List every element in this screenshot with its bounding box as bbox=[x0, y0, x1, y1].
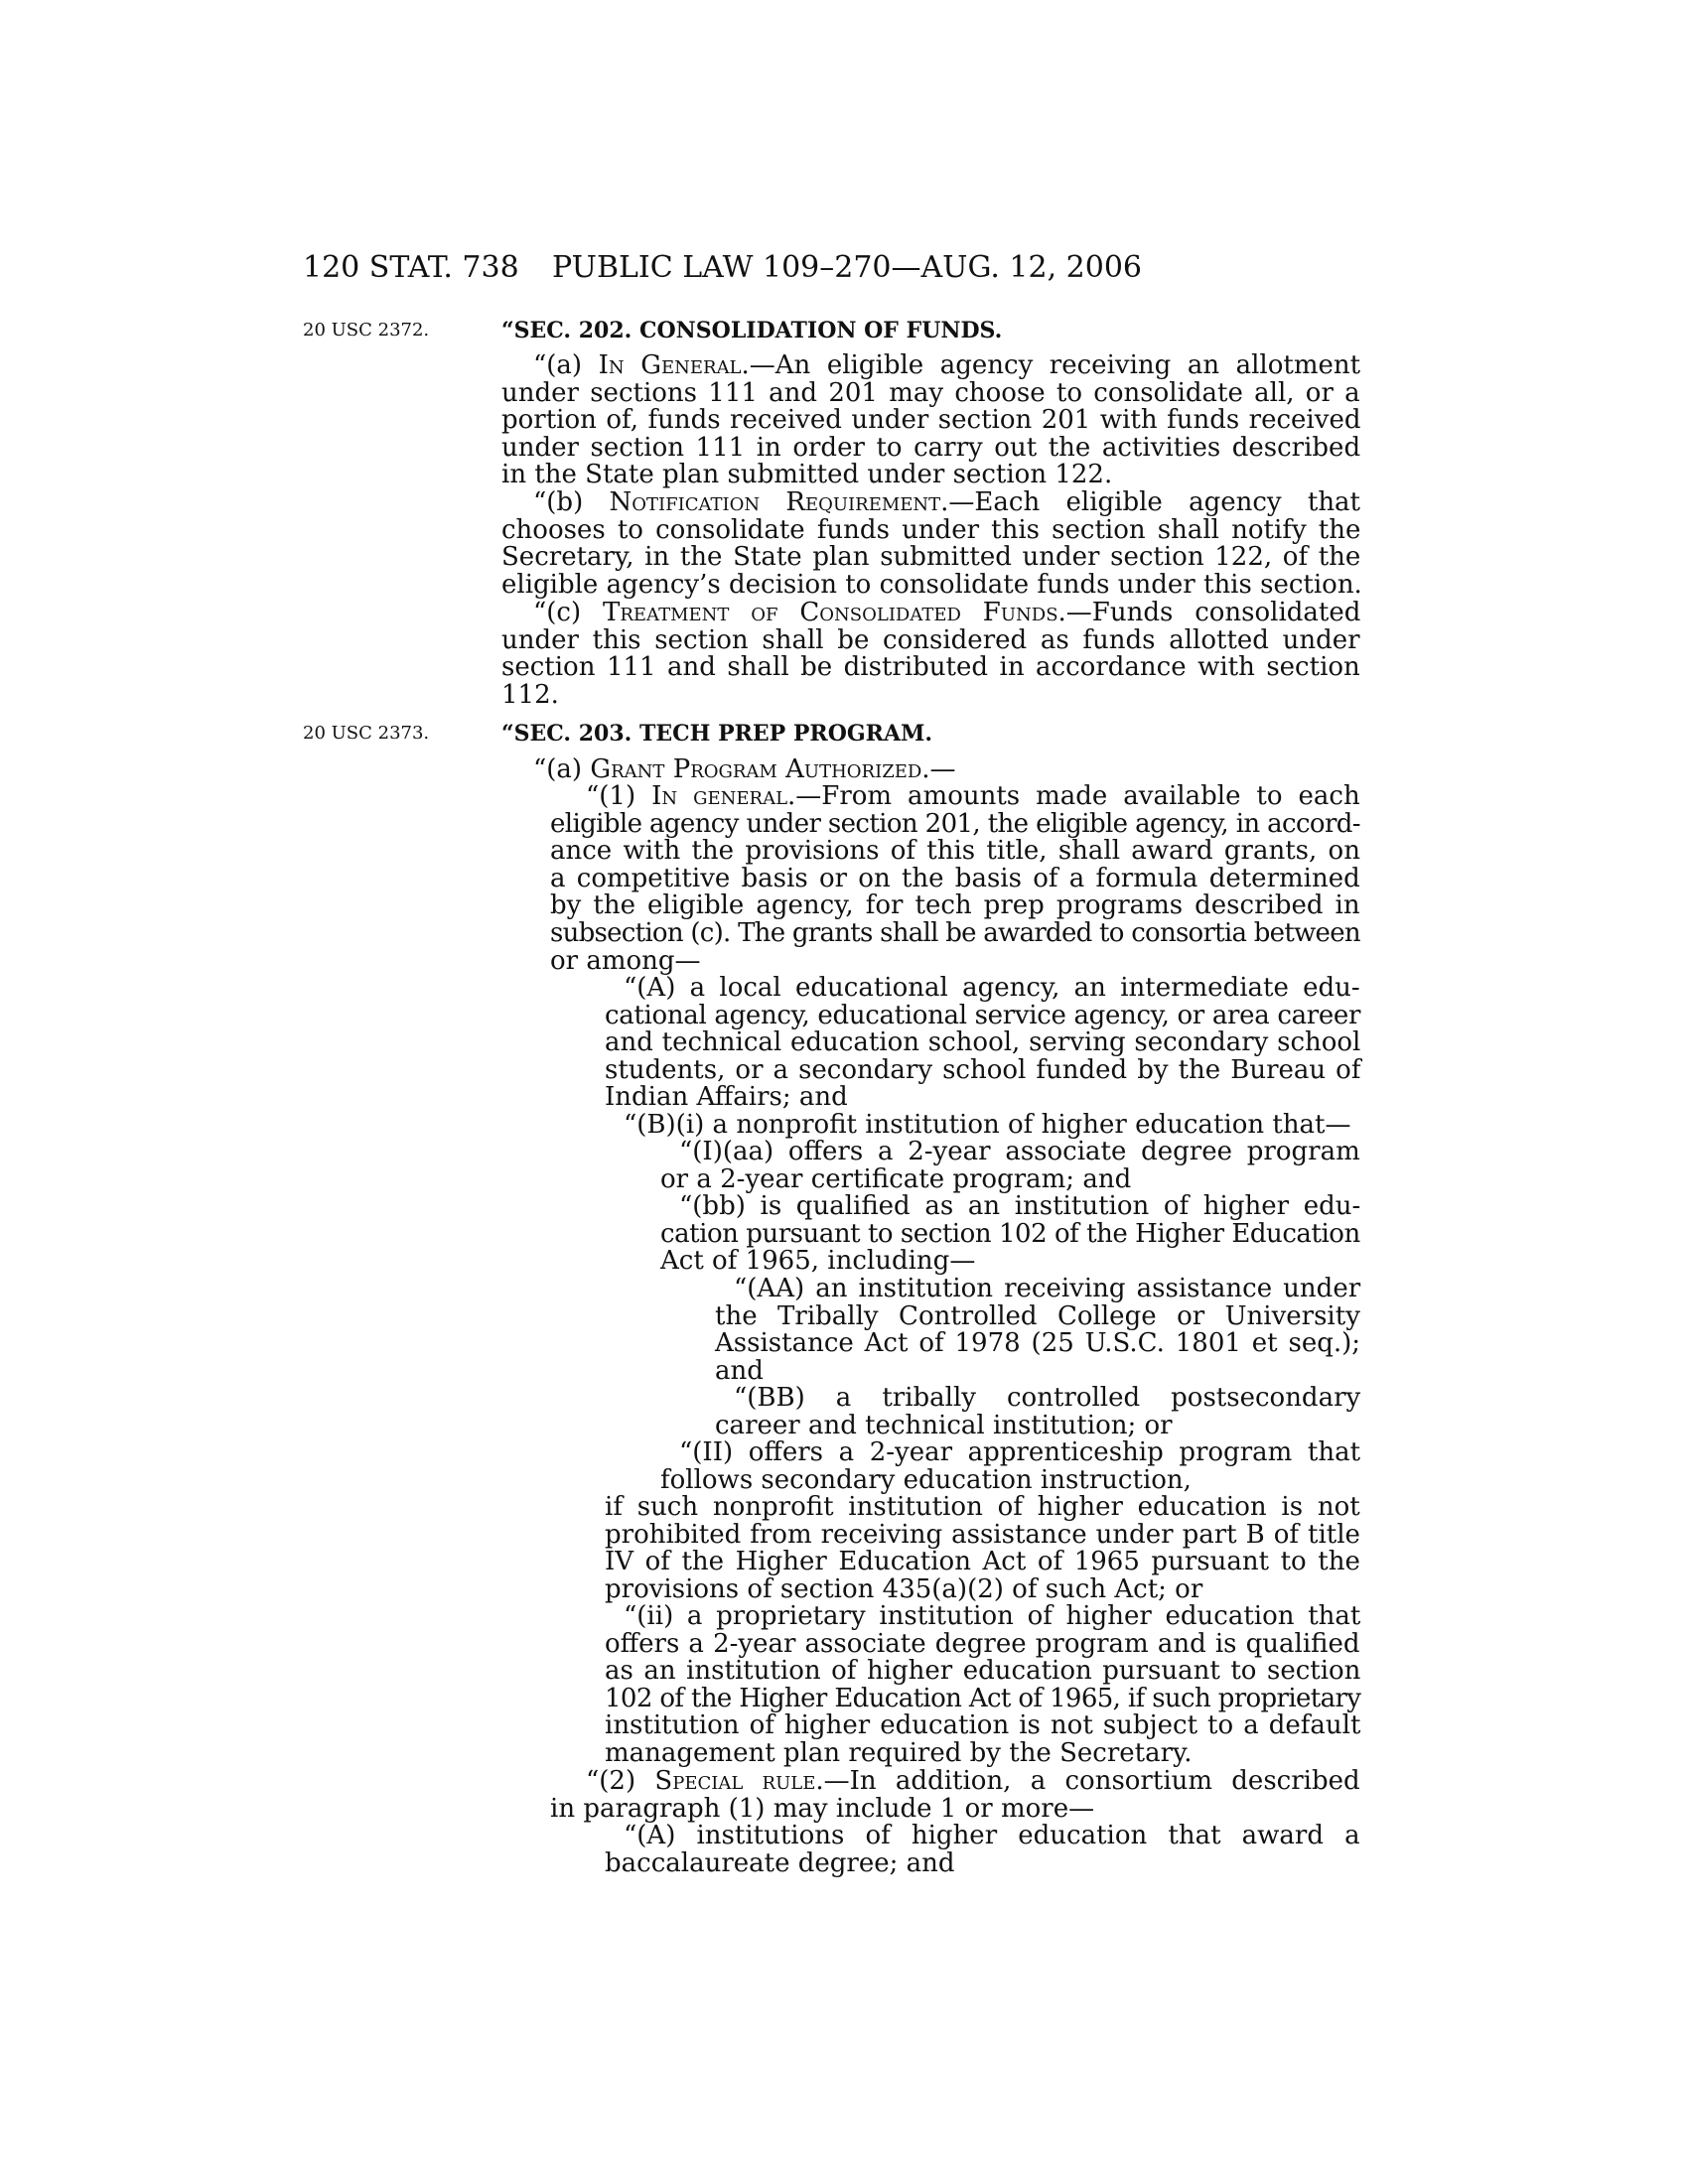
in-general-caption: In general bbox=[651, 781, 788, 811]
text-line: cational agency, educational service agency, or area career bbox=[605, 1000, 1361, 1030]
section-203-if-clause bbox=[605, 1494, 1360, 1603]
text-line: 112. bbox=[501, 679, 559, 710]
section-203-a-heading bbox=[533, 756, 1360, 784]
text-line: “(B)(i) a nonprofit institution of higher education that— bbox=[624, 1110, 1351, 1140]
text-line: under section 111 in order to carry out the activities described bbox=[501, 432, 1361, 463]
text-line: students, or a secondary school funded by the Bureau of bbox=[605, 1054, 1361, 1085]
text-line: under this section shall be considered as funds allotted under bbox=[501, 624, 1360, 655]
section-203-a-2 bbox=[550, 1768, 1360, 1823]
page-stat-number: 120 STAT. 738 bbox=[303, 250, 519, 285]
section-203-a-1-B-i bbox=[624, 1112, 1360, 1140]
section-202-b bbox=[501, 489, 1360, 599]
text-line: section 111 and shall be distributed in accordance with section bbox=[501, 652, 1360, 683]
text-line: if such nonprofit institution of higher education is not bbox=[605, 1492, 1360, 1522]
section-202-a-caption: In General bbox=[598, 350, 742, 380]
margin-citation-2373: 20 USC 2373. bbox=[303, 723, 430, 744]
text-line: “(A) a local educational agency, an intermediate edu- bbox=[624, 973, 1360, 1003]
text-line: ance with the provisions of this title, shall award grants, on bbox=[550, 836, 1360, 867]
text-line: chooses to consolidate funds under this section shall notify the bbox=[501, 514, 1361, 545]
text-line: baccalaureate degree; and bbox=[605, 1847, 955, 1878]
text-line: Assistance Act of 1978 (25 U.S.C. 1801 et seq.); bbox=[715, 1328, 1361, 1359]
text-line: IV of the Higher Education Act of 1965 pursuant to the bbox=[605, 1547, 1360, 1577]
para-open: “(b) bbox=[533, 487, 610, 517]
text-line: under sections 111 and 201 may choose to consolidate all, or a bbox=[501, 377, 1360, 408]
text-line: career and technical institution; or bbox=[715, 1410, 1173, 1440]
text-line: “(II) offers a 2-year apprenticeship program that bbox=[679, 1437, 1361, 1467]
text-line: cation pursuant to section 102 of the Higher Education bbox=[660, 1218, 1360, 1249]
text-line: prohibited from receiving assistance under part B of title bbox=[605, 1519, 1360, 1550]
section-203-ii bbox=[605, 1603, 1360, 1768]
para-open: “(2) bbox=[586, 1766, 655, 1796]
para-open: “(a) bbox=[533, 754, 591, 784]
section-203-a-2-A bbox=[605, 1823, 1360, 1877]
text-line: offers a 2-year associate degree program and is qualified bbox=[605, 1628, 1360, 1659]
grant-program-caption: Grant Program Authorized bbox=[590, 754, 922, 784]
text-line: .—An eligible agency receiving an allotment bbox=[741, 350, 1361, 380]
text-line: “(A) institutions of higher education that award a bbox=[624, 1821, 1360, 1850]
text-line: “(AA) an institution receiving assistance under bbox=[734, 1274, 1361, 1303]
text-line: a competitive basis or on the basis of a formula determined bbox=[550, 863, 1360, 893]
margin-citation-2372: 20 USC 2372. bbox=[303, 320, 430, 341]
text-line: subsection (c). The grants shall be awarded to consortia between bbox=[550, 917, 1360, 948]
section-202-heading: “SEC. 202. CONSOLIDATION OF FUNDS. bbox=[501, 318, 1003, 343]
text-line: eligible agency under section 201, the eligible agency, in accord- bbox=[550, 808, 1360, 839]
page-header-title: PUBLIC LAW 109–270—AUG. 12, 2006 bbox=[552, 250, 1143, 285]
section-203-I-aa bbox=[660, 1139, 1360, 1193]
text-line: or a 2-year certificate program; and bbox=[660, 1163, 1132, 1194]
section-202-c-caption: Treatment of Consolidated Funds bbox=[603, 598, 1058, 627]
text-line: .—Each eligible agency that bbox=[940, 487, 1361, 517]
para-dash: .— bbox=[921, 754, 956, 784]
text-line: “(bb) is qualified as an institution of higher edu- bbox=[679, 1191, 1361, 1221]
text-line: .—In addition, a consortium described bbox=[815, 1766, 1360, 1796]
text-line: and technical education school, serving secondary school bbox=[605, 1027, 1361, 1058]
section-203-a-1 bbox=[550, 783, 1360, 975]
text-line: eligible agency’s decision to consolidate funds under this section. bbox=[501, 569, 1362, 600]
section-202-c bbox=[501, 600, 1360, 709]
para-open: “(a) bbox=[533, 350, 599, 380]
text-line: the Tribally Controlled College or University bbox=[715, 1300, 1360, 1331]
text-line: by the eligible agency, for tech prep programs described in bbox=[550, 890, 1360, 921]
text-line: Secretary, in the State plan submitted under section 122, of the bbox=[501, 542, 1361, 573]
section-202-a bbox=[501, 352, 1360, 489]
text-line: Indian Affairs; and bbox=[605, 1082, 848, 1113]
text-line: or among— bbox=[550, 945, 701, 976]
text-line: .—Funds consolidated bbox=[1057, 598, 1361, 627]
section-202-b-caption: Notification Requirement bbox=[609, 487, 941, 517]
text-line: “(I)(aa) offers a 2-year associate degree program bbox=[679, 1137, 1360, 1166]
text-line: 102 of the Higher Education Act of 1965, if such proprietary bbox=[605, 1683, 1361, 1713]
text-line: .—From amounts made available to each bbox=[787, 781, 1360, 811]
text-line: as an institution of higher education pursuant to section bbox=[605, 1656, 1361, 1687]
text-line: and bbox=[715, 1355, 764, 1386]
section-203-AA bbox=[715, 1276, 1360, 1385]
text-line: in the State plan submitted under section 122. bbox=[501, 460, 1113, 490]
section-203-BB bbox=[715, 1385, 1360, 1439]
text-line: Act of 1965, including— bbox=[660, 1246, 976, 1277]
text-line: “(BB) a tribally controlled postsecondary bbox=[734, 1383, 1361, 1413]
special-rule-caption: Special rule bbox=[654, 1766, 816, 1796]
section-203-bb bbox=[660, 1193, 1360, 1276]
para-open: “(1) bbox=[586, 781, 652, 811]
section-203-a-1-A bbox=[605, 975, 1360, 1112]
section-203-heading: “SEC. 203. TECH PREP PROGRAM. bbox=[501, 721, 933, 747]
text-line: provisions of section 435(a)(2) of such Act; or bbox=[605, 1573, 1203, 1604]
text-line: management plan required by the Secretary. bbox=[605, 1737, 1193, 1768]
section-203-II bbox=[660, 1439, 1360, 1494]
text-line: follows secondary education instruction, bbox=[660, 1464, 1192, 1495]
text-line: “(ii) a proprietary institution of higher education that bbox=[624, 1601, 1361, 1631]
text-line: institution of higher education is not subject to a default bbox=[605, 1710, 1361, 1741]
text-line: portion of, funds received under section 201 with funds received bbox=[501, 405, 1361, 436]
para-open: “(c) bbox=[533, 598, 604, 627]
text-line: in paragraph (1) may include 1 or more— bbox=[550, 1793, 1095, 1824]
